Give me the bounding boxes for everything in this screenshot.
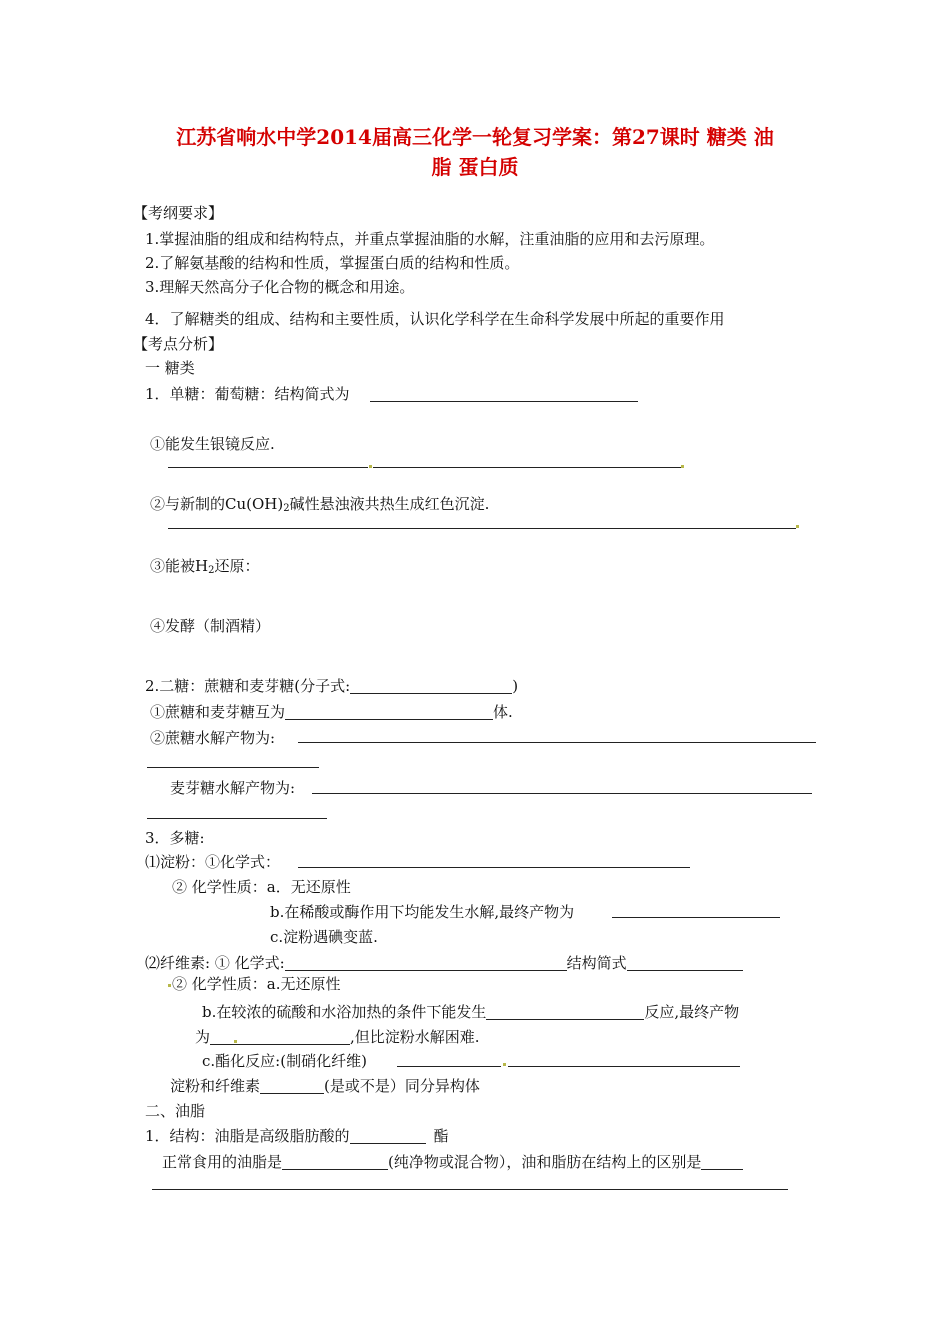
disaccharide-line: 2.二糖：蔗糖和麦芽糖(分子式: ): [145, 677, 519, 695]
kaogang-item-3: 3.理解天然高分子化合物的概念和用途。: [145, 278, 415, 296]
answer-blank: [373, 467, 681, 468]
answer-blank: [168, 467, 368, 468]
stray-mark: [168, 984, 171, 987]
mono-prop-4: ④发酵（制酒精）: [150, 617, 271, 635]
kaogang-item-2: 2.了解氨基酸的结构和性质，掌握蛋白质的结构和性质。: [145, 254, 520, 272]
mono-prop-3: ③能被$H_2$还原：: [150, 557, 260, 576]
kaogang-item-1: 1.掌握油脂的组成和结构特点，并重点掌握油脂的水解，注重油脂的应用和去污原理。: [145, 230, 715, 248]
section-fat-heading: 二、油脂: [145, 1102, 206, 1120]
stray-mark: [234, 1040, 237, 1043]
section-sugar-heading: 一 糖类: [145, 359, 195, 377]
stray-mark: [503, 1063, 506, 1066]
cellulose-prop-b: b.在较浓的硫酸和水浴加热的条件下能发生 反应,最终产物: [202, 1003, 740, 1021]
cellulose-prop-c: c.酯化反应:(制硝化纤维): [202, 1052, 367, 1070]
starch-property: ② 化学性质：a．无还原性: [172, 878, 351, 896]
disaccharide-p1: ①蔗糖和麦芽糖互为 体.: [150, 703, 513, 721]
disaccharide-p3: 麦芽糖水解产物为:: [170, 779, 296, 797]
disaccharide-p2: ②蔗糖水解产物为:: [150, 729, 276, 747]
fat-edible-line: 正常食用的油脂是 (纯净物或混合物），油和脂肪在结构上的区别是: [162, 1152, 743, 1172]
answer-blank: [312, 793, 812, 794]
title-line-2: 脂 蛋白质: [431, 155, 519, 179]
kaogang-item-4: 4．了解糖类的组成、结构和主要性质，认识化学科学在生命科学发展中所起的重要作用: [145, 310, 725, 328]
isomer-line: 淀粉和纤维素 (是或不是）同分异构体: [170, 1077, 480, 1095]
stray-mark: [681, 465, 684, 468]
answer-blank: [147, 767, 319, 768]
answer-blank: [370, 401, 638, 402]
answer-blank: [168, 528, 796, 529]
starch-formula: ⑴淀粉：①化学式：: [145, 853, 281, 871]
stray-mark: [369, 465, 372, 468]
cellulose-property: ② 化学性质：a.无还原性: [172, 975, 341, 993]
starch-prop-b: b.在稀酸或酶作用下均能发生水解,最终产物为: [270, 903, 575, 921]
answer-blank: [152, 1189, 788, 1190]
answer-blank: [147, 818, 327, 819]
answer-blank: [508, 1066, 740, 1067]
fat-structure-line: 1．结构：油脂是高级脂肪酸的 酯: [145, 1127, 449, 1145]
kaogang-heading: 【考纲要求】: [133, 204, 224, 222]
title-line-1: 江苏省响水中学2014届高三化学一轮复习学案：第27课时 糖类 油: [176, 125, 774, 149]
mono-prop-1: ①能发生银镜反应.: [150, 435, 275, 453]
answer-blank: [298, 742, 816, 743]
cellulose-formula: ⑵纤维素: ① 化学式: 结构简式: [145, 953, 743, 973]
mono-prop-2: ②与新制的$Cu(OH)_2$碱性悬浊液共热生成红色沉淀.: [150, 495, 490, 514]
answer-blank: [397, 1066, 501, 1067]
answer-blank: [298, 867, 690, 868]
kaodian-heading: 【考点分析】: [133, 335, 224, 353]
page-title: [120, 122, 830, 182]
stray-mark: [796, 525, 799, 528]
starch-prop-c: c.淀粉遇碘变蓝.: [270, 928, 378, 946]
cellulose-prop-b2: 为 ,但比淀粉水解困难.: [195, 1028, 480, 1046]
monosaccharide-line: 1．单糖：葡萄糖：结构简式为: [145, 385, 350, 403]
answer-blank: [612, 917, 780, 918]
polysaccharide-heading: 3．多糖:: [145, 829, 205, 847]
